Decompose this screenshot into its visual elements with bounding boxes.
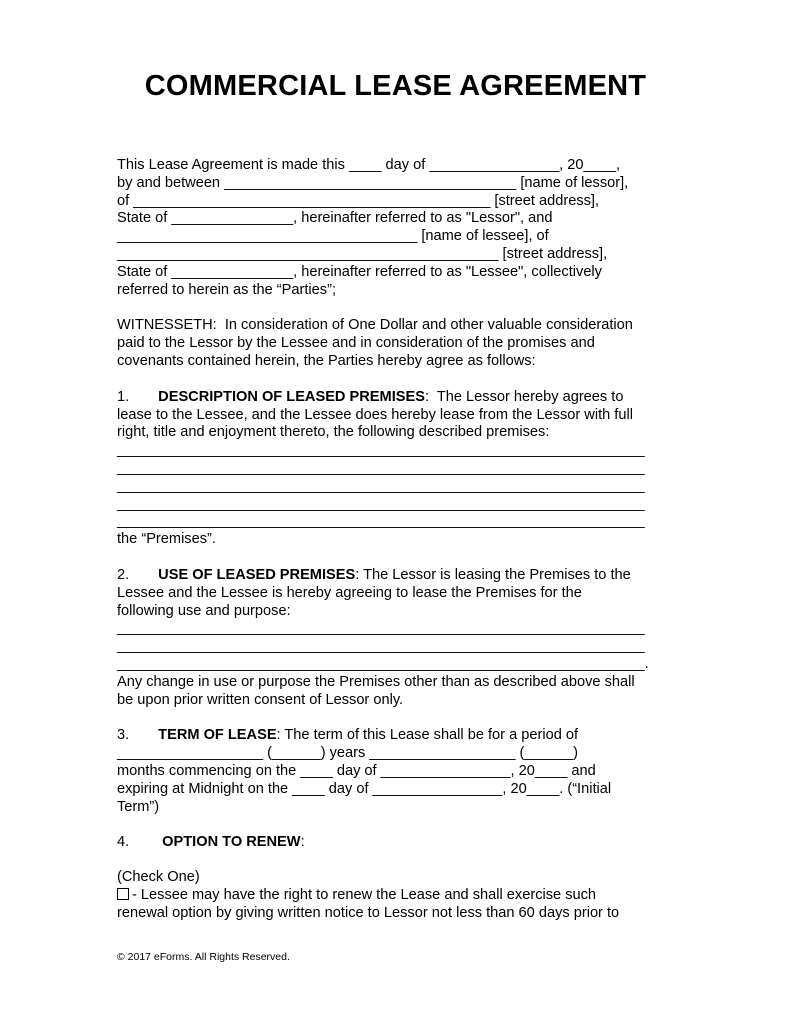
section-text: : The Lessor is leasing the Premises to the: [355, 566, 631, 583]
document-body: [117, 157, 669, 922]
section-text-line: renewal option by giving written notice to Lessor not less than 60 days prior to: [117, 904, 620, 921]
section-option-to-renew: [117, 834, 669, 922]
intro-line: referred to herein as the “Parties”;: [117, 281, 337, 298]
section-text-line: right, title and enjoyment thereto, the following described premises:: [117, 424, 550, 441]
intro-line: This Lease Agreement is made this ____ day of ________________, 20____,: [117, 157, 621, 173]
section-heading-line: [117, 834, 669, 852]
witnesseth-line: WITNESSETH: In consideration of One Dollar and other valuable consideration: [117, 317, 633, 334]
renew-option-line: [117, 887, 669, 905]
section-heading: USE OF LEASED PREMISES: [158, 566, 356, 583]
section-term-of-lease: [117, 727, 669, 816]
document-title: COMMERCIAL LEASE AGREEMENT: [144, 70, 647, 102]
section-heading: DESCRIPTION OF LEASED PREMISES: [158, 388, 425, 405]
section-heading-line: [117, 389, 669, 407]
witnesseth-paragraph: [117, 317, 669, 370]
section-heading-line: [117, 727, 669, 745]
section-number: 1.: [117, 388, 130, 405]
intro-line: of ____________________________________________ [street address],: [117, 192, 600, 209]
fill-in-line: _________________________________________________________________: [117, 459, 645, 476]
section-description-of-premises: [117, 389, 669, 549]
section-text: : The term of this Lease shall be for a period of: [276, 727, 579, 744]
section-text-line: months commencing on the ____ day of ________________, 20____ and: [117, 762, 596, 779]
section-number: 4.: [117, 834, 130, 851]
section-text: :: [300, 834, 305, 851]
section-heading: OPTION TO RENEW: [162, 834, 301, 851]
fill-in-line: _________________________________________________________________: [117, 638, 645, 655]
copyright-footer: © 2017 eForms. All Rights Reserved.: [117, 951, 290, 963]
intro-line: State of _______________, hereinafter referred to as "Lessor", and: [117, 210, 553, 227]
renew-option-text: - Lessee may have the right to renew the Lease and shall exercise such: [132, 886, 597, 903]
section-use-of-premises: [117, 567, 669, 709]
intro-line: by and between ____________________________________ [name of lessor],: [117, 174, 629, 191]
intro-line: State of _______________, hereinafter referred to as "Lessee", collectively: [117, 263, 602, 280]
section-text: : The Lessor hereby agrees to: [424, 388, 624, 405]
fill-in-line: _________________________________________________________________: [117, 495, 645, 512]
section-text-line: Any change in use or purpose the Premises other than as described above shall: [117, 673, 635, 690]
intro-paragraph: [117, 157, 669, 299]
section-text-line: __________________ (______) years __________________ (______): [117, 745, 578, 762]
section-text-line: Term”): [117, 798, 160, 815]
section-text-line: lease to the Lessee, and the Lessee does hereby lease from the Lessor with full: [117, 406, 633, 423]
witnesseth-line: covenants contained herein, the Parties hereby agree as follows:: [117, 352, 536, 369]
fill-in-line: _________________________________________________________________: [117, 442, 645, 459]
section-text-line: following use and purpose:: [117, 602, 291, 619]
fill-in-line: _________________________________________________________________.: [117, 655, 649, 672]
intro-line: _____________________________________ [name of lessee], of: [117, 228, 549, 245]
intro-line: _______________________________________________ [street address],: [117, 245, 608, 262]
renew-option-checkbox[interactable]: [117, 888, 129, 900]
section-number: 2.: [117, 566, 130, 583]
section-text-line: be upon prior written consent of Lessor only.: [117, 691, 404, 708]
fill-in-line: _________________________________________________________________: [117, 620, 645, 637]
fill-in-line: _________________________________________________________________: [117, 477, 645, 494]
section-number: 3.: [117, 727, 130, 744]
section-heading: TERM OF LEASE: [158, 727, 277, 744]
check-one-label: (Check One): [117, 869, 200, 886]
section-text-line: the “Premises”.: [117, 531, 216, 548]
section-text-line: expiring at Midnight on the ____ day of ________________, 20____. (“Initial: [117, 780, 612, 797]
section-text-line: Lessee and the Lessee is hereby agreeing to lease the Premises for the: [117, 584, 582, 601]
section-heading-line: [117, 567, 669, 585]
witnesseth-line: paid to the Lessor by the Lessee and in consideration of the promises and: [117, 335, 595, 352]
fill-in-line: _________________________________________________________________: [117, 513, 645, 530]
